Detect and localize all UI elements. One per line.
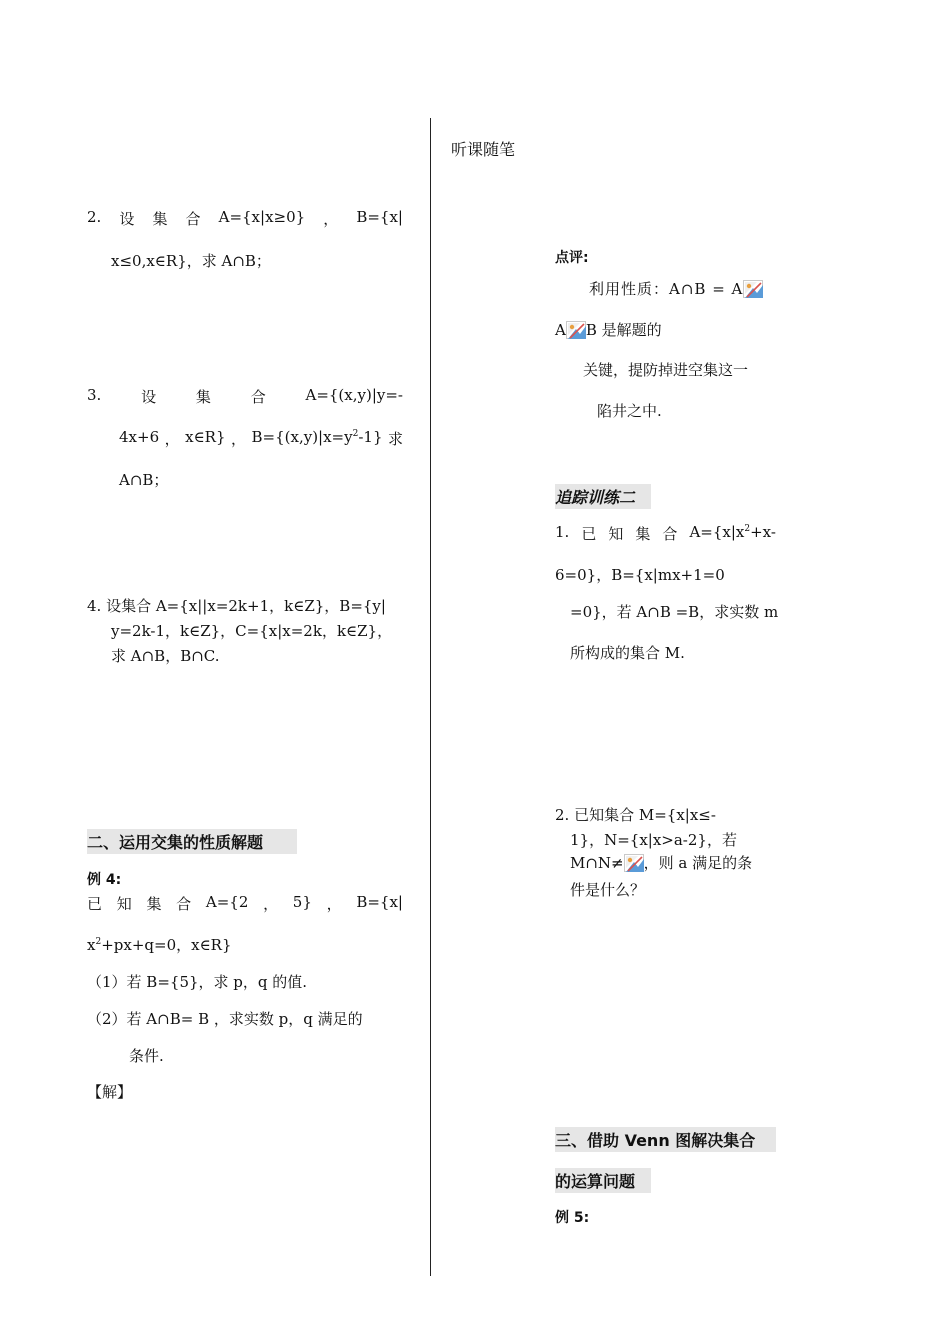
- question-3-line-3: A∩B；: [119, 471, 169, 489]
- question-4-line-2: y=2k-1，k∈Z}，C={x|x=2k，k∈Z}，: [111, 622, 393, 640]
- question-3-line-2: 4x+6 ， x∈R} ， $B=\{(x,y)|x=y^2-1\}$ 求: [119, 428, 403, 448]
- question-number: 2.: [87, 208, 102, 226]
- tracking-2-q1-line-3: =0}，若 A∩B =B，求实数 m: [570, 603, 779, 621]
- question-4-line-3: 求 A∩B，B∩C.: [111, 647, 220, 665]
- question-3-line-1: 3. 设 集 合 A={(x,y)|y=-: [87, 386, 403, 406]
- notes-header: 听课随笔: [451, 140, 516, 159]
- tracking-2-q2-line-3: M∩N≠ ，则 a 满足的条: [570, 854, 753, 872]
- example-4-solution-label: 【解】: [87, 1083, 133, 1101]
- section-3-heading-line-2: 的运算问题: [555, 1168, 651, 1193]
- example-5-label: 例 5:: [555, 1210, 590, 1226]
- example-4-part-1: （1）若 B={5}，求 p，q 的值.: [87, 973, 308, 991]
- section-2-heading: 二、运用交集的性质解题: [87, 829, 297, 854]
- question-2-line-2: x≤0,x∈R}，求 A∩B；: [111, 252, 271, 270]
- broken-image-icon: [743, 280, 763, 298]
- question-number: 3.: [87, 386, 102, 404]
- example-4-label: 例 4:: [87, 872, 122, 888]
- tracking-2-q2-line-2: 1}，N={x|x>a-2}，若: [570, 831, 737, 849]
- tracking-2-q1-line-4: 所构成的集合 M.: [570, 644, 685, 662]
- tracking-2-q2-line-1: 2. 已知集合 M={x|x≤-: [555, 806, 716, 824]
- example-4-part-2: （2）若 A∩B= B ，求实数 p，q 满足的: [87, 1010, 363, 1028]
- comment-line-4: 陷井之中.: [597, 402, 662, 420]
- tracking-2-heading: 追踪训练二: [555, 484, 651, 509]
- tracking-2-q1-line-2: 6=0}，B={x|mx+1=0: [555, 566, 725, 584]
- comment-label: 点评:: [555, 250, 589, 266]
- comment-line-1: 利用性质：A∩B = A: [589, 278, 763, 299]
- section-3-heading-line-1: 三、借助 Venn 图解决集合: [555, 1127, 776, 1152]
- question-4-line-1: 4. 设集合 A={x||x=2k+1，k∈Z}，B={y|: [87, 597, 386, 615]
- example-4-line-2: $x^2+px+q=0$，x∈R}: [87, 936, 232, 954]
- comment-line-2: A B 是解题的: [555, 321, 662, 339]
- broken-image-icon: [624, 854, 644, 872]
- tracking-2-q2-line-4: 件是什么？: [570, 881, 646, 899]
- tracking-2-q1-line-1: 1. 已 知 集 合 $A=\{x|x^2+x-$: [555, 523, 776, 543]
- question-2-line-1: 2. 设 集 合 A={x|x≥0} ， B={x|: [87, 208, 403, 228]
- column-divider: [430, 118, 431, 1276]
- broken-image-icon: [566, 321, 586, 339]
- comment-line-3: 关键，提防掉进空集这一: [583, 361, 749, 379]
- example-4-line-1: 已 知 集 合 A={2 ， 5} ， B={x|: [87, 893, 403, 913]
- example-4-part-2-cont: 条件.: [129, 1047, 164, 1065]
